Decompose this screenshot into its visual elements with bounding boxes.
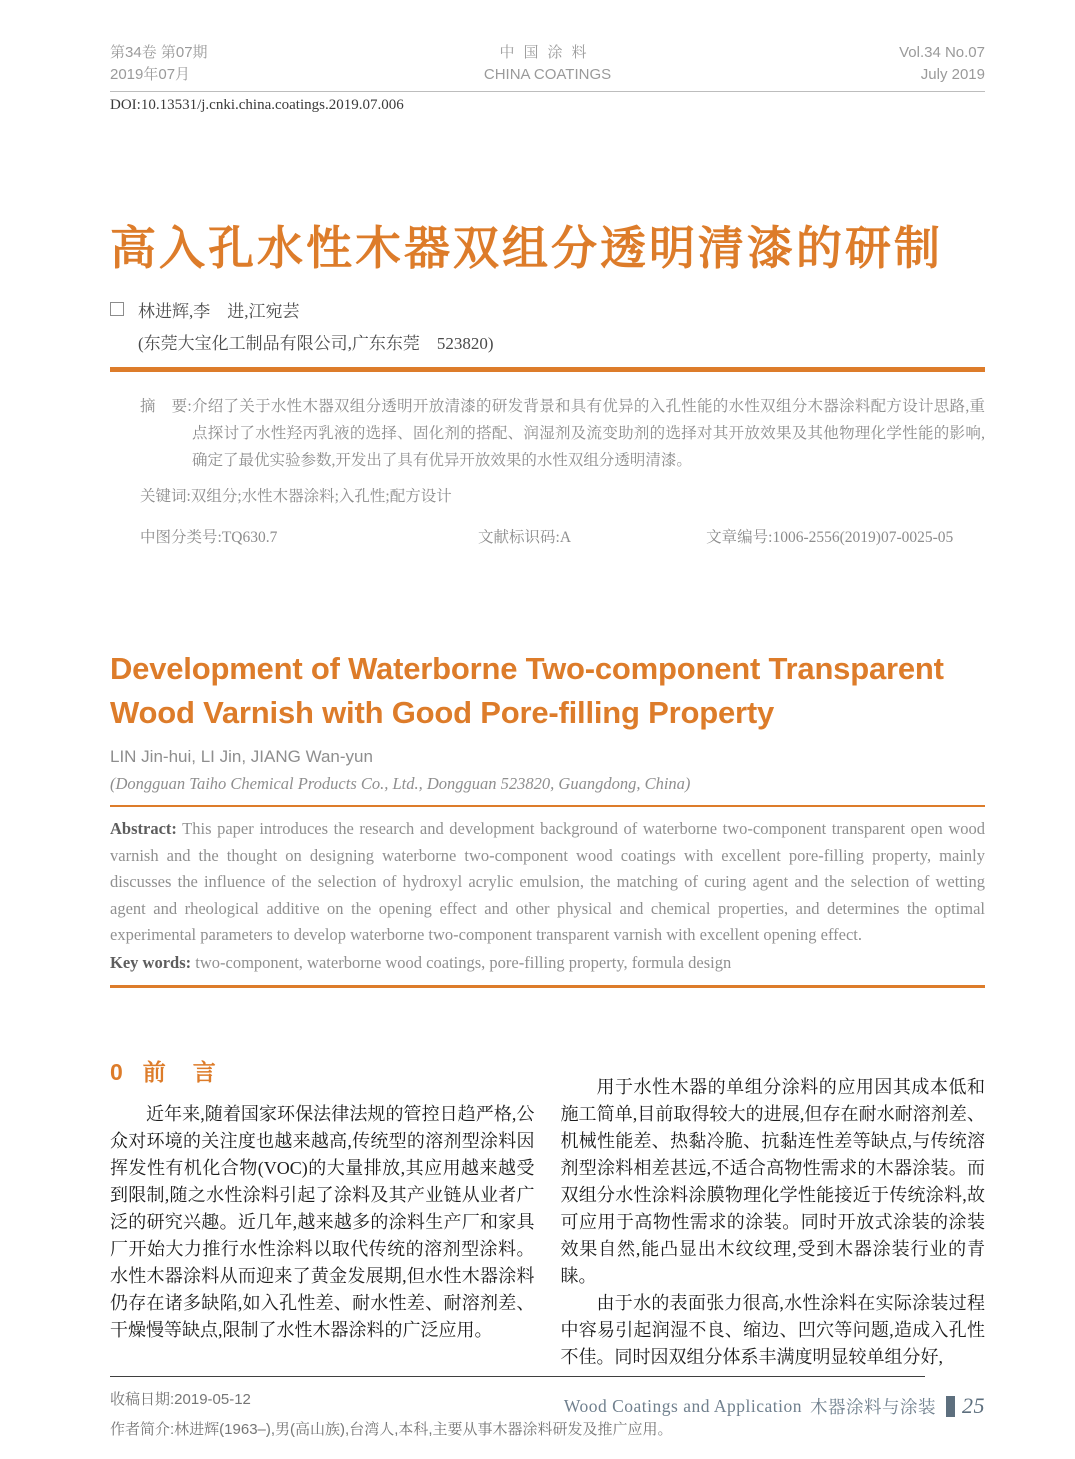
volume-issue-en: Vol.34 No.07 [899,44,985,61]
keywords-cn-text: 双组分;水性木器涂料;入孔性;配方设计 [190,487,452,505]
abstract-en [110,816,985,949]
received-date-label: 收稿日期: [110,1391,175,1409]
author-marker-square-icon [110,302,124,316]
author-bio-line [110,1415,985,1445]
header-right [805,42,985,86]
footer-label-en: Wood Coatings and Application [563,1395,802,1416]
article-title-cn: 高入孔水性木器双组分透明清漆的研制 [110,222,943,274]
footer-label-cn: 木器涂料与涂装 [810,1396,936,1417]
keywords-en [110,950,985,977]
doc-code-label: 文献标识码: [478,528,560,546]
keywords-cn-label: 关键词: [140,487,191,505]
section-title: 前 言 [142,1058,218,1085]
header-left [110,42,290,86]
body-paragraph-right-2: 由于水的表面张力很高,水性涂料在实际涂装过程中容易引起润湿不良、缩边、凹穴等问题,造成入孔性不佳。同时因双组分体系丰满度明显较单组分好, [560,1292,985,1367]
section-number: 0 [110,1058,123,1085]
affiliation-en: (Dongguan Taiho Chemical Products Co., Ltd., Dongguan 523820, Guangdong, China) [110,773,691,793]
received-date-value: 2019-05-12 [174,1391,251,1409]
authors-cn-row [110,297,985,322]
abstract-en-label: Abstract: [110,819,177,839]
article-id-value: 1006-2556(2019)07-0025-05 [772,528,954,546]
left-column [110,1058,535,1371]
keywords-en-text: two-component, waterborne wood coatings, pore-filling property, formula design [191,952,732,972]
authors-cn: 林进辉,李 进,江宛芸 [138,301,300,321]
article-id-label: 文章编号: [706,528,773,546]
page-number-bar-icon [946,1396,955,1417]
en-abstract-top-rule [110,805,985,808]
page-footer [564,1393,985,1419]
body-columns [110,1058,985,1371]
abstract-en-text: This paper introduces the research and development background of waterborne two-component transparent open wood varnish and the thought on designing waterborne two-component wood coatings with excellent pore-filling property, mainly discusses the influence of the selection of hydroxyl acrylic emulsion, the matching of curing agent and the selection of wetting agent and rheological additive on the opening effect and other physical and chemical properties, and determines the optimal experimental parameters to develop waterborne two-component transparent varnish with excellent opening effect. [110,819,985,945]
doc-code-value: A [559,528,572,546]
keywords-cn [140,483,985,510]
article-title-en-line2: Wood Varnish with Good Pore-filling Property [110,694,775,730]
right-column [561,1058,986,1371]
en-abstract-bottom-rule [110,985,985,988]
header-center [458,42,638,86]
authors-en: LIN Jin-hui, LI Jin, JIANG Wan-yun [110,746,373,766]
date-en: July 2019 [920,66,985,83]
journal-name-cn: 中国涂料 [499,44,596,61]
abstract-cn-text: 介绍了关于水性木器双组分透明开放清漆的研发背景和具有优异的入孔性能的水性双组分木器涂料配方设计思路,重点探讨了水性羟丙乳液的选择、固化剂的搭配、润湿剂及流变助剂的选择对其开放效果及其他物理化学性能的影响,确定了最优实验参数,开发出了具有优异开放效果的水性双组分透明清漆。 [191,397,985,469]
article-id-field [706,525,985,547]
clc-value: TQ630.7 [221,528,278,546]
footnote-rule [110,1376,925,1378]
journal-name-en: CHINA COATINGS [483,66,612,83]
date-cn: 2019年07月 [110,66,191,83]
abstract-cn [140,393,985,474]
body-paragraph-right-1: 用于水性木器的单组分涂料的应用因其成本低和施工简单,目前取得较大的进展,但存在耐水耐溶剂差、机械性能差、热黏冷脆、抗黏连性差等缺点,与传统溶剂型涂料相差甚远,不适合高物性需求的木器涂装。而双组分水性涂料涂膜物理化学性能接近于传统涂料,故可应用于高物性需求的涂装。同时开放式涂装的涂装效果自然,能凸显出木纹纹理,受到木器涂装行业的青睐。 [560,1076,985,1286]
journal-header [110,42,985,92]
body-paragraph-left: 近年来,随着国家环保法律法规的管控日趋严格,公众对环境的关注度也越来越高,传统型的溶剂型涂料因挥发性有机化合物(VOC)的大量排放,其应用越来越受到限制,随之水性涂料引起了涂料及其产业链从业者广泛的研究兴趣。近几年,越来越多的涂料生产厂和家具厂开始大力推行水性涂料以取代传统的溶剂型涂料。水性木器涂料从而迎来了黄金发展期,但水性木器涂料仍存在诸多缺陷,如入孔性差、耐水性差、耐溶剂差、干燥慢等缺点,限制了水性木器涂料的广泛应用。 [110,1103,535,1340]
doc-code-field [478,525,706,547]
cn-info-block [110,393,985,547]
title-divider-bar [110,367,985,372]
page-number: 25 [962,1393,985,1418]
section-heading [110,1058,535,1086]
volume-issue-cn: 第34卷 第07期 [110,44,208,61]
author-bio-text: 林进辉(1963–),男(高山族),台湾人,本科,主要从事木器涂料研发及推广应用。 [174,1421,673,1439]
article-title-en-line1: Development of Waterborne Two-component Transparent [110,650,944,686]
cn-meta-row [140,525,985,547]
doi-line: DOI:10.13531/j.cnki.china.coatings.2019.07.006 [110,97,404,113]
clc-field [140,525,478,547]
affiliation-cn: (东莞大宝化工制品有限公司,广东东莞 523820) [138,333,494,353]
author-bio-label: 作者简介: [110,1421,175,1439]
keywords-en-label: Key words: [110,952,192,972]
clc-label: 中图分类号: [140,528,222,546]
abstract-cn-label: 摘 要: [140,397,192,415]
article-title-en [110,647,985,735]
